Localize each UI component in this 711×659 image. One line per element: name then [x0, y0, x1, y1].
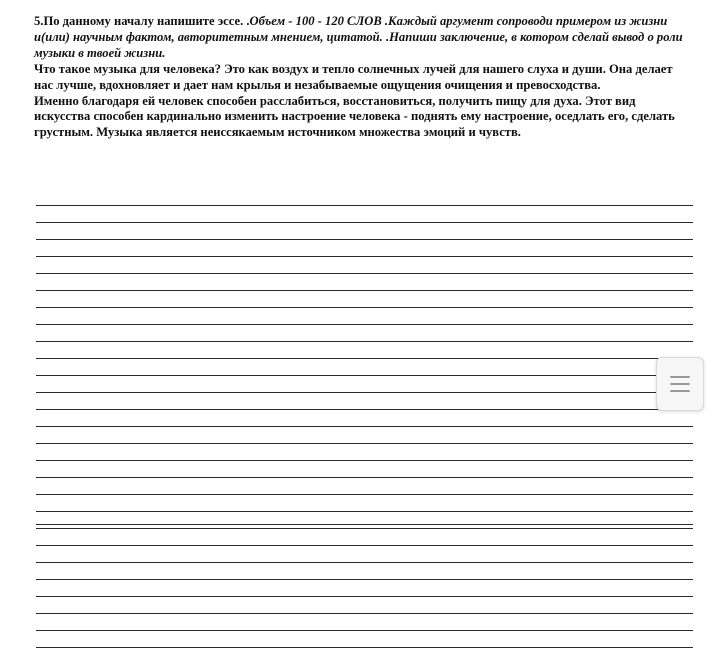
writing-line: [36, 494, 693, 495]
writing-line: [36, 358, 693, 359]
task-italic-instruction: Объем - 100 - 120 СЛОВ .Каждый аргумент сопроводи примером из жизни и(или) научным фактом, авторитетным мнением, цитатой. .Напиши заключение, в котором сделай вывод о роли музыки в твоей жизни.: [34, 14, 683, 60]
writing-line: [36, 524, 693, 525]
writing-line: [36, 341, 693, 342]
writing-line: [36, 426, 693, 427]
writing-line: [36, 290, 693, 291]
writing-line: [36, 562, 693, 563]
writing-line: [36, 273, 693, 274]
writing-line: [36, 222, 693, 223]
writing-line: [36, 307, 693, 308]
writing-line: [36, 324, 693, 325]
writing-line: [36, 205, 693, 206]
task-number-and-instruction: 5.По данному началу напишите эссе. .: [34, 14, 250, 28]
essay-paragraph-1: Что такое музыка для человека? Это как воздух и тепло солнечных лучей для нашего слуха и души. Она делает нас лучше, вдохновляет и дает нам крылья и незабываемые ощущения очищения и превосходства.: [34, 61, 673, 92]
writing-line: [36, 630, 693, 631]
writing-line: [36, 443, 693, 444]
writing-line: [36, 579, 693, 580]
writing-line: [36, 256, 693, 257]
writing-line: [36, 409, 693, 410]
writing-line: [36, 460, 693, 461]
writing-line: [36, 511, 693, 512]
writing-line: [36, 528, 693, 529]
writing-line: [36, 647, 693, 648]
writing-line: [36, 596, 693, 597]
writing-line: [36, 477, 693, 478]
writing-line: [36, 545, 693, 546]
writing-line: [36, 613, 693, 614]
handle-bar: [670, 383, 690, 385]
handle-bar: [670, 390, 690, 392]
handle-bar: [670, 376, 690, 378]
writing-line: [36, 375, 693, 376]
writing-line: [36, 239, 693, 240]
writing-line: [36, 392, 693, 393]
essay-paragraph-2: Именно благодаря ей человек способен расслабиться, восстановиться, получить пищу для духа. Этот вид искусства способен кардинально изменить настроение человека - поднять ему настроение, оседлать его, сделать грустным. Музыка является неиссякаемым источником множества эмоций и чувств.: [34, 93, 675, 140]
drag-handle-icon[interactable]: [656, 357, 704, 411]
